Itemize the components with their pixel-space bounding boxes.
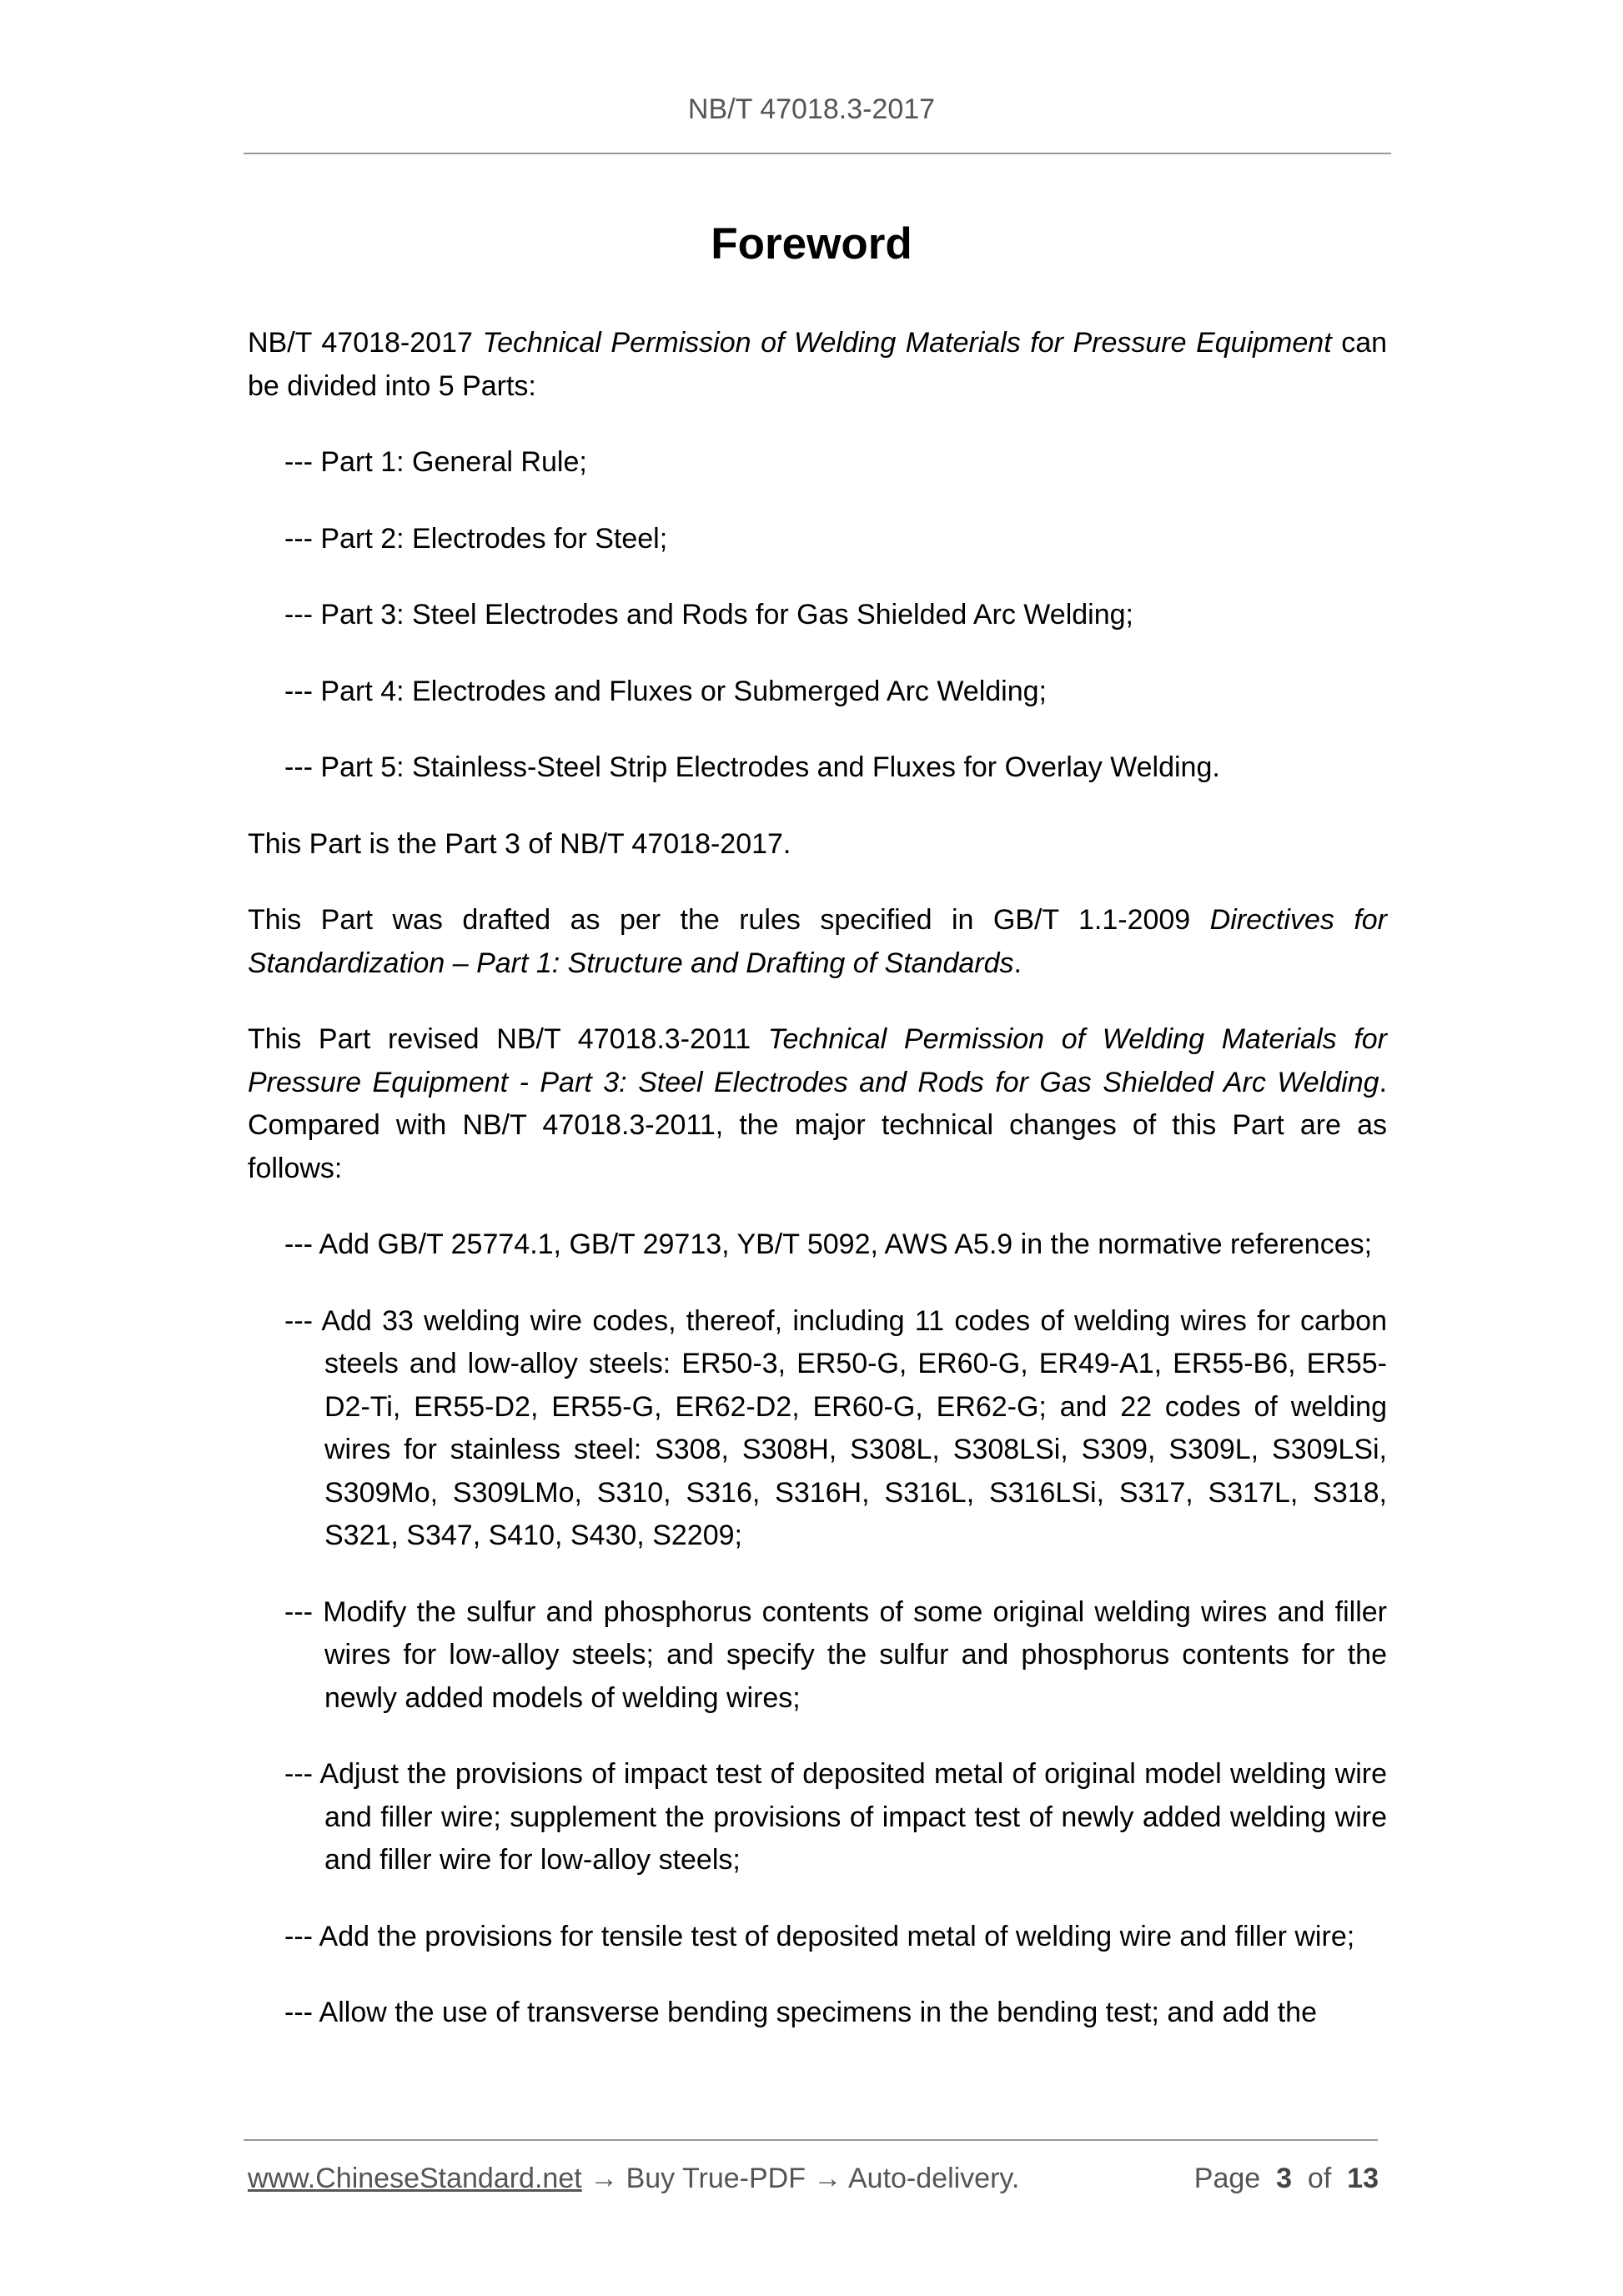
total-pages: 13 — [1347, 2163, 1379, 2194]
intro-standard-title: Technical Permission of Welding Materials for Pressure Equipment — [482, 327, 1332, 359]
revised-standard-title: Technical Permission of Welding Materials for Pressure Equipment - Part 3: Steel Electrodes and Rods for Gas Shielded Arc Welding — [248, 1023, 1387, 1098]
change-item: --- Allow the use of transverse bending specimens in the bending test; and add the — [284, 1997, 1317, 2028]
page-label: Page — [1193, 2163, 1261, 2194]
revised-text: This Part revised NB/T 47018.3-2011 — [248, 1023, 768, 1055]
footer-promo-text: → Buy True-PDF → Auto-delivery. — [581, 2163, 1020, 2194]
part-item: --- Part 1: General Rule; — [284, 446, 587, 478]
intro-text: NB/T 47018-2017 — [248, 327, 483, 359]
page-footer — [248, 2163, 1379, 2195]
part-item: --- Part 2: Electrodes for Steel; — [284, 522, 668, 555]
of-label: of — [1307, 2163, 1332, 2194]
change-item: --- Add 33 welding wire codes, thereof, including 11 codes of welding wires for carbon steels and low-alloy steels: ER50-3, ER50-G, ER60-G, ER49-A1, ER55-B6, ER55-D2-Ti, ER55-D2, ER55-G, ER62-D2, ER60-G, ER62-G; and 22 codes of welding wires for stainless steel: S308, S308H, S308L, S308LSi, S309, S309L, S309LSi, S309Mo, S309LMo, S310, S316, S316H, S316L, S316LSi, S317, S317L, S318, S321, S347, S410, S430, S2209; — [284, 1304, 1387, 1551]
drafted-text: This Part was drafted as per the rules specified in GB/T 1.1-2009 — [248, 904, 1210, 936]
website-link[interactable]: www.ChineseStandard.net — [248, 2163, 582, 2194]
document-body — [248, 322, 1387, 2068]
current-page: 3 — [1276, 2163, 1292, 2194]
part-item: --- Part 3: Steel Electrodes and Rods for Gas Shielded Arc Welding; — [284, 599, 1133, 631]
intro-paragraph — [248, 322, 1387, 408]
change-item: --- Add GB/T 25774.1, GB/T 29713, YB/T 5092, AWS A5.9 in the normative references; — [284, 1228, 1373, 1260]
footer-promo — [248, 2163, 1019, 2195]
change-item: --- Add the provisions for tensile test of deposited metal of welding wire and filler wire; — [284, 1920, 1355, 1952]
revised-text-end: . Compared with NB/T 47018.3-2011, the major technical changes of this Part are as follows: — [248, 1066, 1387, 1184]
drafted-text-end: . — [1013, 947, 1022, 979]
part-item: --- Part 5: Stainless-Steel Strip Electrodes and Fluxes for Overlay Welding. — [284, 751, 1220, 783]
page-title: Foreword — [711, 219, 912, 269]
document-code-header: NB/T 47018.3-2017 — [687, 93, 936, 125]
header-divider — [244, 153, 1391, 154]
footer-divider — [244, 2139, 1378, 2141]
page-number — [1194, 2163, 1379, 2195]
part3-paragraph: This Part is the Part 3 of NB/T 47018-2017. — [248, 827, 791, 860]
change-item: --- Adjust the provisions of impact test of deposited metal of original model welding wire and filler wire; supplement the provisions of impact test of newly added welding wire and filler wire for low-alloy steels; — [284, 1758, 1387, 1876]
intro-text-end: can be divided into 5 Parts: — [248, 327, 1388, 402]
part-item: --- Part 4: Electrodes and Fluxes or Submerged Arc Welding; — [284, 675, 1047, 707]
revised-paragraph — [248, 1018, 1387, 1190]
drafted-standard-title: Directives for Standardization – Part 1: Structure and Drafting of Standards — [248, 904, 1387, 979]
drafted-paragraph — [248, 899, 1387, 985]
change-item: --- Modify the sulfur and phosphorus contents of some original welding wires and filler wires for low-alloy steels; and specify the sulfur and phosphorus contents for the newly added models of welding wires; — [284, 1595, 1387, 1714]
